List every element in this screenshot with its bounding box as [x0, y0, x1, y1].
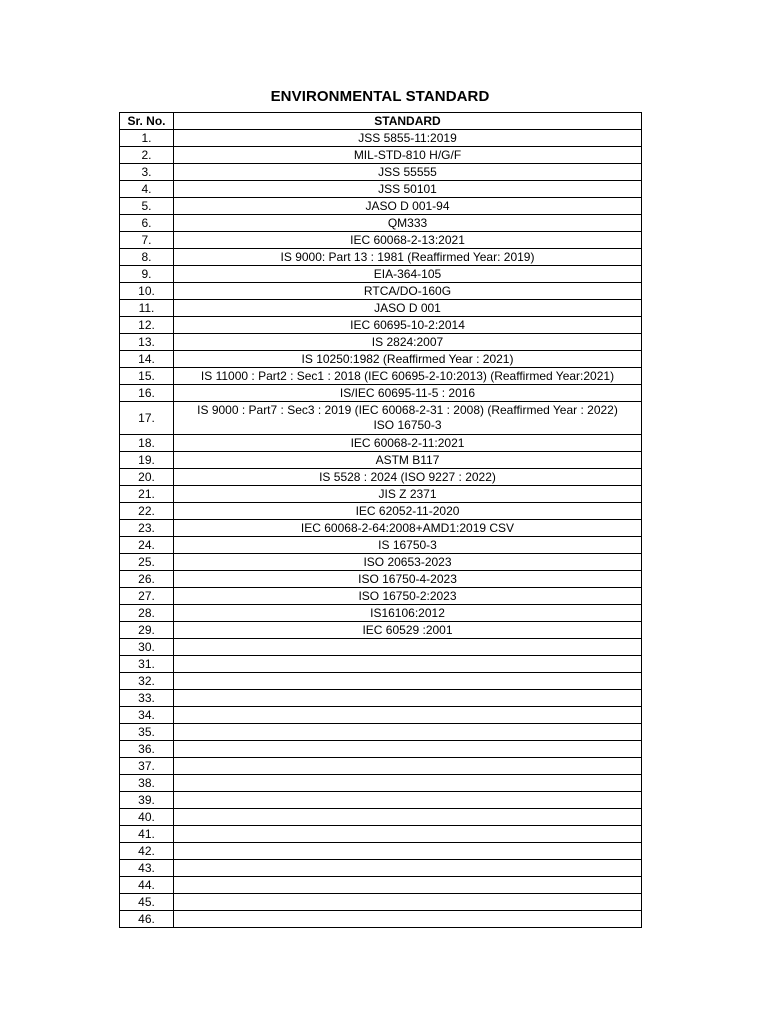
standard-text: RTCA/DO-160G	[363, 283, 452, 298]
sr-no-cell: 40.	[120, 809, 174, 826]
standard-cell	[174, 300, 642, 317]
standard-cell	[174, 402, 642, 435]
sr-no-cell: 8.	[120, 249, 174, 266]
standard-cell	[174, 656, 642, 673]
table-row	[120, 741, 642, 758]
sr-no-cell: 38.	[120, 775, 174, 792]
table-row	[120, 198, 642, 215]
column-header-sr-no: Sr. No.	[120, 113, 174, 130]
standard-text: JIS Z 2371	[378, 486, 437, 501]
sr-no-cell: 30.	[120, 639, 174, 656]
table-row	[120, 809, 642, 826]
standard-text: ISO 20653-2023	[363, 554, 452, 569]
standard-cell	[174, 452, 642, 469]
table-row	[120, 486, 642, 503]
sr-no-cell: 14.	[120, 351, 174, 368]
table-row	[120, 402, 642, 435]
table-row	[120, 385, 642, 402]
table-row	[120, 690, 642, 707]
standard-text: IS 5528 : 2024 (ISO 9227 : 2022)	[319, 469, 496, 484]
standard-text: ASTM B117	[375, 452, 440, 467]
sr-no-cell: 39.	[120, 792, 174, 809]
table-row	[120, 334, 642, 351]
sr-no-cell: 23.	[120, 520, 174, 537]
sr-no-cell: 42.	[120, 843, 174, 860]
sr-no-cell: 41.	[120, 826, 174, 843]
standard-cell	[174, 215, 642, 232]
table-row	[120, 707, 642, 724]
sr-no-cell: 16.	[120, 385, 174, 402]
standard-text: IS 11000 : Part2 : Sec1 : 2018 (IEC 60695-2-10:2013) (Reaffirmed Year:2021)	[200, 368, 615, 383]
table-row	[120, 351, 642, 368]
standard-text: JASO D 001	[374, 300, 441, 315]
table-row	[120, 164, 642, 181]
sr-no-cell: 15.	[120, 368, 174, 385]
standard-cell	[174, 809, 642, 826]
table-row	[120, 571, 642, 588]
sr-no-cell: 34.	[120, 707, 174, 724]
standard-text: JSS 5855-11:2019	[358, 130, 457, 145]
sr-no-cell: 25.	[120, 554, 174, 571]
standard-cell	[174, 911, 642, 928]
standard-cell	[174, 605, 642, 622]
table-row	[120, 843, 642, 860]
table-row	[120, 317, 642, 334]
standard-text: IEC 60529 :2001	[362, 622, 453, 637]
sr-no-cell: 7.	[120, 232, 174, 249]
sr-no-cell: 21.	[120, 486, 174, 503]
sr-no-cell: 12.	[120, 317, 174, 334]
standard-cell	[174, 283, 642, 300]
standard-cell	[174, 554, 642, 571]
sr-no-cell: 43.	[120, 860, 174, 877]
standard-cell	[174, 486, 642, 503]
standard-cell	[174, 435, 642, 452]
sr-no-cell: 29.	[120, 622, 174, 639]
standard-cell	[174, 673, 642, 690]
standard-cell	[174, 147, 642, 164]
table-row	[120, 130, 642, 147]
standard-cell	[174, 571, 642, 588]
standard-text: QM333	[387, 215, 428, 230]
table-row	[120, 622, 642, 639]
standard-cell	[174, 860, 642, 877]
standard-cell	[174, 588, 642, 605]
table-row	[120, 588, 642, 605]
table-row	[120, 520, 642, 537]
table-row	[120, 877, 642, 894]
standard-cell	[174, 826, 642, 843]
sr-no-cell: 2.	[120, 147, 174, 164]
standard-cell	[174, 741, 642, 758]
standard-text: ISO 16750-2:2023	[358, 588, 457, 603]
standard-text: EIA-364-105	[373, 266, 442, 281]
standard-text: JASO D 001-94	[365, 198, 450, 213]
sr-no-cell: 20.	[120, 469, 174, 486]
sr-no-cell: 4.	[120, 181, 174, 198]
standard-cell	[174, 877, 642, 894]
sr-no-cell: 26.	[120, 571, 174, 588]
sr-no-cell: 22.	[120, 503, 174, 520]
standard-cell	[174, 639, 642, 656]
standard-text: IS/IEC 60695-11-5 : 2016	[339, 385, 476, 400]
standard-text: MIL-STD-810 H/G/F	[353, 147, 462, 162]
standard-cell	[174, 758, 642, 775]
standard-cell	[174, 690, 642, 707]
table-row	[120, 673, 642, 690]
standard-cell	[174, 520, 642, 537]
sr-no-cell: 1.	[120, 130, 174, 147]
standard-text: IEC 62052-11-2020	[355, 503, 460, 518]
standard-text: IEC 60068-2-64:2008+AMD1:2019 CSV	[300, 520, 515, 535]
table-row	[120, 860, 642, 877]
standard-cell	[174, 249, 642, 266]
standard-text: IS16106:2012	[370, 605, 445, 620]
standard-cell	[174, 317, 642, 334]
standard-cell	[174, 622, 642, 639]
table-row	[120, 894, 642, 911]
standard-cell	[174, 334, 642, 351]
standard-text: ISO 16750-4-2023	[358, 571, 457, 586]
table-row	[120, 554, 642, 571]
table-row	[120, 724, 642, 741]
document-title: ENVIRONMENTAL STANDARD	[270, 88, 490, 105]
table-row	[120, 792, 642, 809]
standard-cell	[174, 198, 642, 215]
sr-no-cell: 17.	[120, 402, 174, 435]
standard-text: IS 16750-3	[378, 537, 437, 552]
standard-cell	[174, 385, 642, 402]
sr-no-cell: 33.	[120, 690, 174, 707]
standard-cell	[174, 181, 642, 198]
standard-text: IEC 60068-2-11:2021	[350, 435, 465, 450]
standard-text: IEC 60068-2-13:2021	[350, 232, 465, 247]
table-row	[120, 452, 642, 469]
table-row	[120, 911, 642, 928]
table-row	[120, 826, 642, 843]
table-row	[120, 435, 642, 452]
table-row	[120, 503, 642, 520]
standard-text: ISO 16750-3	[373, 418, 442, 432]
standard-text: IS 10250:1982 (Reaffirmed Year : 2021)	[301, 351, 514, 366]
sr-no-cell: 24.	[120, 537, 174, 554]
standard-text: IS 2824:2007	[371, 334, 444, 349]
standard-cell	[174, 775, 642, 792]
sr-no-cell: 13.	[120, 334, 174, 351]
standard-cell	[174, 724, 642, 741]
sr-no-cell: 5.	[120, 198, 174, 215]
sr-no-cell: 6.	[120, 215, 174, 232]
sr-no-cell: 11.	[120, 300, 174, 317]
sr-no-cell: 9.	[120, 266, 174, 283]
table-row	[120, 181, 642, 198]
table-row	[120, 537, 642, 554]
table-row	[120, 656, 642, 673]
sr-no-cell: 36.	[120, 741, 174, 758]
standard-text: JSS 55555	[378, 164, 437, 179]
sr-no-cell: 10.	[120, 283, 174, 300]
standard-cell	[174, 503, 642, 520]
sr-no-cell: 46.	[120, 911, 174, 928]
standard-cell	[174, 164, 642, 181]
standard-text: IS 9000 : Part7 : Sec3 : 2019 (IEC 60068-2-31 : 2008) (Reaffirmed Year : 2022)	[197, 403, 618, 417]
standard-cell	[174, 266, 642, 283]
standards-table	[119, 112, 642, 928]
table-row	[120, 469, 642, 486]
standard-cell	[174, 537, 642, 554]
sr-no-cell: 27.	[120, 588, 174, 605]
sr-no-cell: 19.	[120, 452, 174, 469]
standard-cell	[174, 792, 642, 809]
standard-cell	[174, 232, 642, 249]
standard-cell	[174, 843, 642, 860]
standard-text: IS 9000: Part 13 : 1981 (Reaffirmed Year: 2019)	[280, 249, 535, 264]
table-row	[120, 249, 642, 266]
table-row	[120, 266, 642, 283]
sr-no-cell: 18.	[120, 435, 174, 452]
table-row	[120, 368, 642, 385]
standard-text: IEC 60695-10-2:2014	[350, 317, 465, 332]
sr-no-cell: 31.	[120, 656, 174, 673]
standard-cell	[174, 707, 642, 724]
sr-no-cell: 45.	[120, 894, 174, 911]
sr-no-cell: 37.	[120, 758, 174, 775]
sr-no-cell: 44.	[120, 877, 174, 894]
standard-cell	[174, 368, 642, 385]
table-row	[120, 775, 642, 792]
sr-no-cell: 3.	[120, 164, 174, 181]
table-row	[120, 605, 642, 622]
sr-no-cell: 28.	[120, 605, 174, 622]
table-row	[120, 283, 642, 300]
standard-cell	[174, 894, 642, 911]
table-row	[120, 758, 642, 775]
table-body	[120, 130, 642, 928]
column-header-standard: STANDARD	[174, 113, 642, 130]
table-row	[120, 147, 642, 164]
table-row	[120, 300, 642, 317]
standard-cell	[174, 351, 642, 368]
sr-no-cell: 35.	[120, 724, 174, 741]
table-row	[120, 639, 642, 656]
standard-cell	[174, 469, 642, 486]
standard-cell	[174, 130, 642, 147]
table-row	[120, 215, 642, 232]
sr-no-cell: 32.	[120, 673, 174, 690]
standard-text: JSS 50101	[378, 181, 437, 196]
table-row	[120, 232, 642, 249]
table-header-row	[120, 113, 642, 130]
